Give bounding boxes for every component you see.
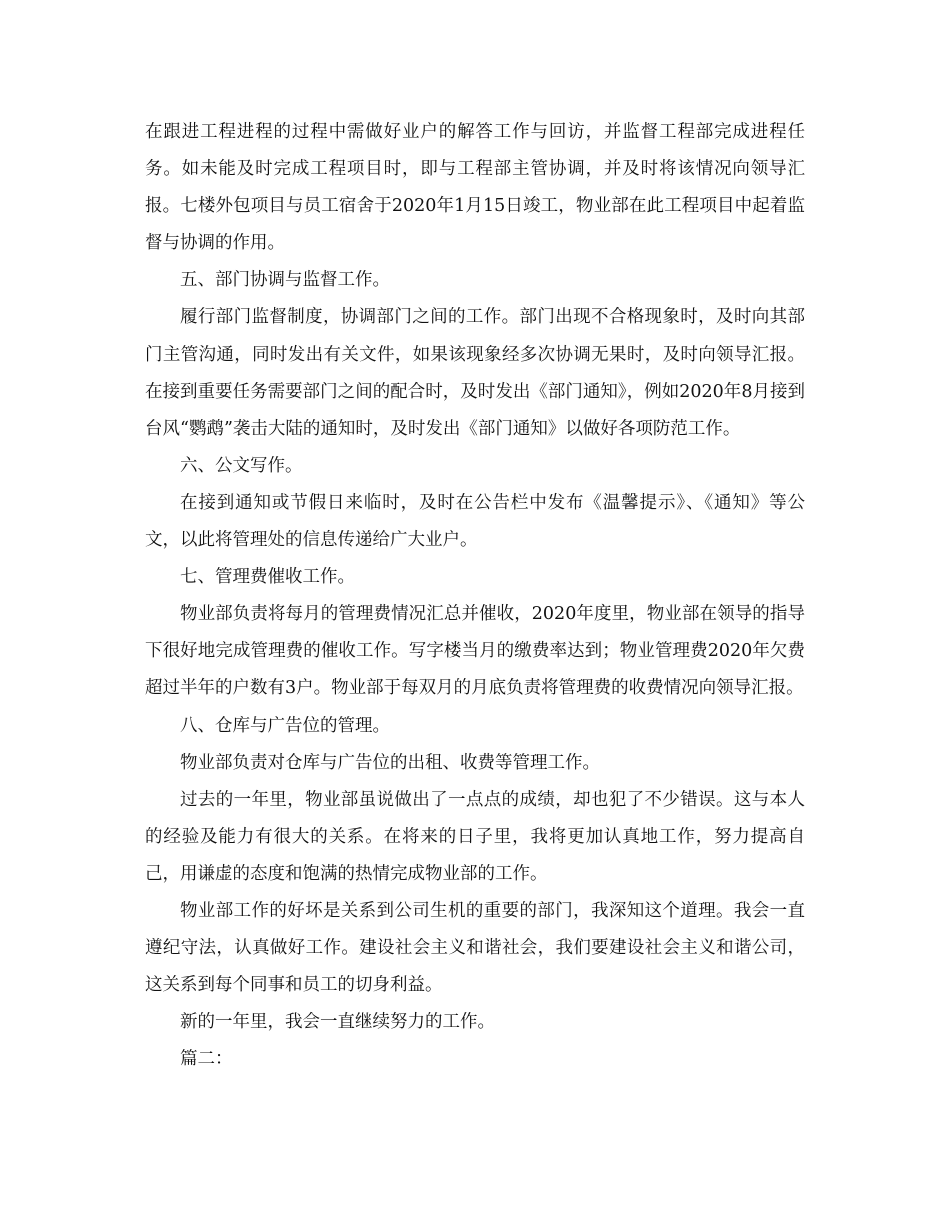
paragraph-engineering-followup: 在跟进工程进程的过程中需做好业户的解答工作与回访，并监督工程部完成进程任务。如未能及时完成工程项目时，即与工程部主管协调，并及时将该情况向领导汇报。七楼外包项目与员工宿舍于2020年1月15日竣工，物业部在此工程项目中起着监督与协调的作用。 xyxy=(145,122,805,254)
heading-section-five: 五、部门协调与监督工作。 xyxy=(180,270,390,291)
heading-section-eight: 八、仓库与广告位的管理。 xyxy=(180,715,390,736)
paragraph-warehouse-ads: 物业部负责对仓库与广告位的出租、收费等管理工作。 xyxy=(180,752,600,773)
paragraph-official-writing: 在接到通知或节假日来临时，及时在公告栏中发布《温馨提示》、《通知》等公文，以此将管理处的信息传递给广大业户。 xyxy=(145,492,805,551)
paragraph-fee-collection: 物业部负责将每月的管理费情况汇总并催收，2020年度里，物业部在领导的指导下很好地完成管理费的催收工作。写字楼当月的缴费率达到；物业管理费2020年欠费超过半年的户数有3户。物业部于每双月的月底负责将管理费的收费情况向领导汇报。 xyxy=(145,604,805,699)
heading-section-seven: 七、管理费催收工作。 xyxy=(180,567,355,588)
paragraph-department-supervision: 履行部门监督制度，协调部门之间的工作。部门出现不合格现象时，及时向其部门主管沟通，同时发出有关文件，如果该现象经多次协调无果时，及时向领导汇报。在接到重要任务需要部门之间的配合时，及时发出《部门通知》，例如2020年8月接到台风“鹦鹉”袭击大陆的通知时，及时发出《部门通知》以做好各项防范工作。 xyxy=(145,307,805,439)
paragraph-commitment: 物业部工作的好坏是关系到公司生机的重要的部门，我深知这个道理。我会一直遵纪守法，认真做好工作。建设社会主义和谐社会，我们要建设社会主义和谐公司，这关系到每个同事和员工的切身利益。 xyxy=(145,900,805,996)
paragraph-year-review: 过去的一年里，物业部虽说做出了一点点的成绩，却也犯了不少错误。这与本人的经验及能力有很大的关系。在将来的日子里，我将更加认真地工作，努力提高自己，用谦虚的态度和饱满的热情完成物业部的工作。 xyxy=(145,789,805,884)
document-body xyxy=(145,114,805,1078)
heading-part-two: 篇二： xyxy=(180,1049,233,1070)
heading-section-six: 六、公文写作。 xyxy=(180,455,303,476)
paragraph-new-year: 新的一年里，我会一直继续努力的工作。 xyxy=(180,1012,495,1033)
